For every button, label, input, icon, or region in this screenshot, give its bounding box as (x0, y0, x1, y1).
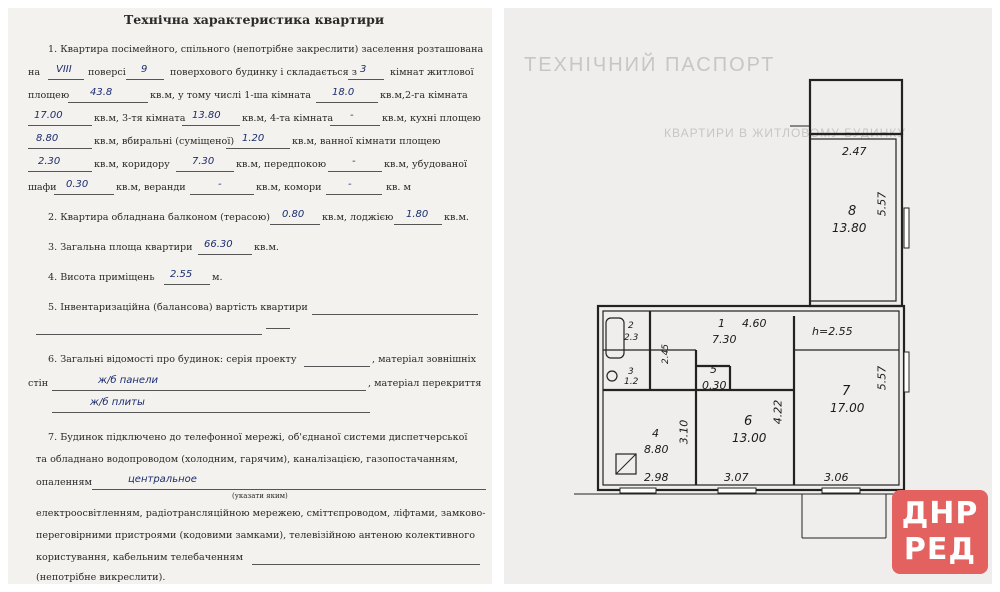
value-walls: ж/б панели (98, 375, 158, 386)
form-label: кв.м. (254, 242, 279, 253)
blank-line (316, 102, 378, 103)
kitchen-number: 4 (652, 427, 659, 440)
blank-line (176, 171, 234, 172)
value-closet: 0.30 (66, 179, 89, 190)
wc-number: 3 (628, 367, 634, 377)
form-label: кв.м, ванної кімнати площею (292, 136, 441, 147)
room7-number: 7 (842, 384, 851, 399)
value-rooms: 3 (360, 64, 367, 75)
value-floors-total: 9 (141, 64, 148, 75)
value-height: 2.55 (170, 269, 193, 280)
value-room4: - (350, 110, 354, 121)
blank-line (28, 171, 92, 172)
form-line-7e: переговірними пристроями (кодовими замками), телевізійною антеною колективного (36, 530, 475, 541)
value-room3: 13.80 (192, 110, 221, 121)
form-line-5: 5. Інвентаризаційна (балансова) вартість квартири (48, 302, 308, 313)
corridor-number: 1 (718, 317, 725, 330)
value-balcony: 0.80 (282, 209, 305, 220)
corridor-length: 4.60 (742, 317, 767, 330)
blank-line (270, 224, 320, 225)
form-line-3: 3. Загальна площа квартири (48, 242, 193, 253)
form-label: кв.м, у тому числі 1-ша кімната (150, 90, 311, 101)
form-page (8, 8, 492, 584)
blank-line (330, 125, 380, 126)
form-label: кв.м, 4-та кімната (242, 113, 334, 124)
kitchen-dim: 3.10 (677, 419, 691, 445)
form-label: м. (212, 272, 223, 283)
room6-number: 6 (744, 414, 753, 429)
value-wc: 1.20 (242, 133, 265, 144)
bottom-dim-2: 3.07 (724, 471, 749, 484)
form-label: кв.м, лоджією (322, 212, 394, 223)
room8-number: 8 (848, 204, 857, 219)
faint-heading: ТЕХНІЧНИЙ ПАСПОРТ (524, 54, 776, 76)
value-room1: 18.0 (332, 87, 355, 98)
form-label: , матеріал зовнішніх (372, 354, 477, 365)
closet-area: 0.30 (702, 379, 727, 392)
blank-line (312, 314, 478, 315)
form-label: площею (28, 90, 70, 101)
form-label: кв.м,2-га кімната (380, 90, 468, 101)
blank-line (48, 79, 84, 80)
value-bath: 2.30 (38, 156, 61, 167)
form-label: кв.м, веранди (116, 182, 186, 193)
form-label: кв.м, убудованої (384, 159, 468, 170)
blank-line (68, 102, 148, 103)
faint-subheading: КВАРТИРИ В ЖИТЛОВОМУ БУДИНКУ (664, 126, 907, 140)
form-label: кв.м, кухні площею (382, 113, 481, 124)
blank-line (328, 171, 382, 172)
blank-line (92, 489, 486, 490)
blank-line (198, 254, 252, 255)
form-line-7a: 7. Будинок підключено до телефонної мережі, об'єднаної системи диспетчерської (48, 432, 468, 443)
blank-line (326, 194, 382, 195)
blank-line (348, 79, 384, 80)
room8-top-dim: 2.47 (842, 145, 867, 158)
form-label: шафи (28, 182, 57, 193)
blank-line (36, 334, 262, 335)
room8-side-dim: 5.57 (875, 191, 889, 217)
bath-area: 2.3 (624, 333, 639, 343)
form-label: опаленням (36, 477, 92, 488)
form-label: поверсі (88, 67, 126, 78)
closet-number: 5 (710, 363, 717, 376)
logo-line-2: РЕД (903, 532, 977, 567)
value-living-area: 43.8 (90, 87, 113, 98)
form-line-7d: електроосвітленням, радіотрансляційною мережею, сміттєпроводом, ліфтами, замково- (36, 508, 486, 519)
form-line-2: 2. Квартира обладнана балконом (терасою) (48, 212, 270, 223)
form-line-6a: 6. Загальні відомості про будинок: серія проекту (48, 354, 297, 365)
value-veranda: - (218, 179, 222, 190)
form-label: , матеріал перекриття (368, 378, 482, 389)
form-label: на (28, 67, 41, 78)
form-label: кв. м (386, 182, 411, 193)
blank-line (126, 79, 164, 80)
form-line-7b: та обладнано водопроводом (холодним, гарячим), каналізацією, газопостачанням, (36, 454, 459, 465)
form-label: кв.м. (444, 212, 469, 223)
blank-line (226, 148, 290, 149)
room7-area: 17.00 (830, 401, 865, 415)
form-label: кімнат житлової (390, 67, 474, 78)
room6-area: 13.00 (732, 431, 767, 445)
logo-line-1: ДНР (901, 496, 979, 531)
bottom-dim-1: 2.98 (644, 471, 669, 484)
bath-dim: 2.45 (661, 343, 672, 365)
blank-line (52, 412, 370, 413)
bottom-dim-3: 3.06 (824, 471, 849, 484)
blank-line (394, 224, 442, 225)
kitchen-area: 8.80 (644, 443, 669, 456)
form-label: кв.м, передпокою (236, 159, 327, 170)
form-label: стін (28, 378, 49, 389)
blank-line (28, 125, 92, 126)
form-label: кв.м, вбиральні (суміщеної) (94, 136, 235, 147)
form-label: кв.м, комори (256, 182, 322, 193)
value-storage: - (348, 179, 352, 190)
blank-line (266, 328, 290, 329)
value-hall: - (352, 156, 356, 167)
bath-number: 2 (628, 321, 634, 331)
form-label: поверхового будинку і складається з (170, 67, 357, 78)
form-line-1a: 1. Квартира посімейного, спільного (непотрібне закреслити) заселення розташована (48, 44, 484, 55)
blank-line (190, 194, 254, 195)
room8-area: 13.80 (832, 221, 867, 235)
wc-area: 1.2 (624, 377, 639, 387)
form-label: кв.м, 3-тя кімната (94, 113, 186, 124)
form-label: кв.м, коридору (94, 159, 170, 170)
form-line-7f: користування, кабельним телебаченням (36, 552, 244, 563)
value-corridor: 7.30 (192, 156, 215, 167)
value-loggia: 1.80 (406, 209, 429, 220)
blank-line (182, 125, 240, 126)
room6-dim: 4.22 (771, 399, 785, 425)
blank-line (52, 390, 366, 391)
blank-line (54, 194, 114, 195)
blank-line (164, 284, 210, 285)
value-ceiling: ж/б плиты (90, 397, 145, 408)
blank-line (252, 564, 480, 565)
value-room2: 17.00 (34, 110, 63, 121)
note-specify: (указати яким) (232, 492, 288, 500)
ceiling-height: h=2.55 (812, 325, 853, 338)
room7-dim: 5.57 (875, 365, 889, 391)
value-floor: VIII (56, 64, 72, 75)
form-title: Технічна характеристика квартири (124, 12, 385, 27)
watermark-logo (892, 490, 988, 574)
corridor-area: 7.30 (712, 333, 737, 346)
form-line-7g: (непотрібне викреслити). (36, 572, 166, 583)
value-heating: центральное (128, 474, 197, 485)
value-total-area: 66.30 (204, 239, 233, 250)
blank-line (28, 148, 92, 149)
value-kitchen: 8.80 (36, 133, 59, 144)
form-line-4: 4. Висота приміщень (48, 272, 155, 283)
blank-line (304, 366, 370, 367)
